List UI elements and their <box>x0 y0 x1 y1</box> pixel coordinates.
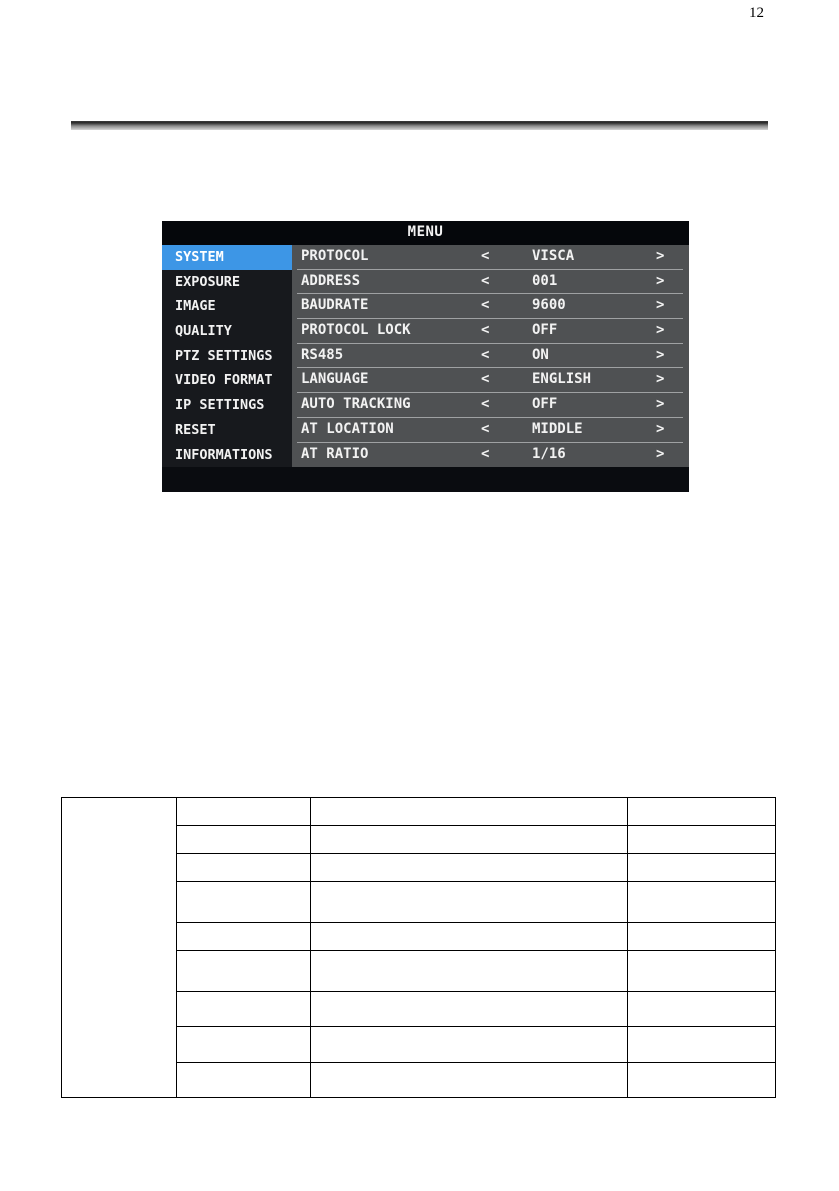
setting-row-rs485[interactable] <box>292 344 689 369</box>
setting-value: 1/16 <box>532 445 566 462</box>
increase-arrow[interactable]: > <box>656 396 665 413</box>
setting-label: LANGUAGE <box>301 371 369 388</box>
decrease-arrow[interactable]: < <box>481 248 490 264</box>
table-cell <box>177 826 311 854</box>
setting-label: AT RATIO <box>301 445 369 462</box>
osd-menu-screenshot <box>162 221 689 492</box>
table-cell <box>628 854 776 882</box>
decrease-arrow[interactable]: < <box>481 346 490 363</box>
increase-arrow[interactable]: > <box>656 248 665 264</box>
setting-label: BAUDRATE <box>301 297 369 314</box>
table-row <box>62 798 776 826</box>
increase-arrow[interactable]: > <box>656 272 665 289</box>
decrease-arrow[interactable]: < <box>481 396 490 413</box>
osd-category-video-format[interactable]: VIDEO FORMAT <box>175 372 273 389</box>
setting-label: AT LOCATION <box>301 420 394 437</box>
table-cell <box>628 992 776 1027</box>
osd-category-ptz-settings[interactable]: PTZ SETTINGS <box>175 347 273 364</box>
osd-menu-title: MENU <box>407 224 444 240</box>
setting-value: ON <box>532 346 549 363</box>
increase-arrow[interactable]: > <box>656 346 665 363</box>
table-cell <box>177 992 311 1027</box>
setting-row-at-ratio[interactable] <box>292 443 689 468</box>
increase-arrow[interactable]: > <box>656 445 665 462</box>
increase-arrow[interactable]: > <box>656 420 665 437</box>
table-cell <box>177 1027 311 1063</box>
table-cell <box>177 882 311 923</box>
table-cell <box>177 951 311 992</box>
osd-category-list <box>162 245 292 467</box>
decrease-arrow[interactable]: < <box>481 322 490 339</box>
setting-row-protocol-lock[interactable] <box>292 319 689 344</box>
setting-value: OFF <box>532 396 558 413</box>
setting-label: AUTO TRACKING <box>301 396 411 413</box>
setting-value: 9600 <box>532 297 566 314</box>
table-cell <box>311 1027 628 1063</box>
osd-category-system[interactable]: SYSTEM <box>162 245 292 270</box>
decrease-arrow[interactable]: < <box>481 371 490 388</box>
setting-label: PROTOCOL LOCK <box>301 322 411 339</box>
header-rule <box>71 121 768 130</box>
setting-row-baudrate[interactable] <box>292 294 689 319</box>
setting-value: OFF <box>532 322 558 339</box>
increase-arrow[interactable]: > <box>656 297 665 314</box>
table-cell <box>311 798 628 826</box>
table-cell <box>177 923 311 951</box>
setting-row-protocol[interactable] <box>292 245 689 270</box>
table-cell <box>177 1063 311 1098</box>
table-cell <box>311 992 628 1027</box>
setting-value: MIDDLE <box>532 420 583 437</box>
increase-arrow[interactable]: > <box>656 371 665 388</box>
page-number: 12 <box>749 5 764 21</box>
table-cell <box>628 882 776 923</box>
table-cell <box>628 826 776 854</box>
table-cell <box>311 854 628 882</box>
table-cell <box>628 951 776 992</box>
table-cell <box>177 798 311 826</box>
table-cell <box>311 882 628 923</box>
osd-category-image[interactable]: IMAGE <box>175 298 216 315</box>
table-cell <box>628 1063 776 1098</box>
increase-arrow[interactable]: > <box>656 322 665 339</box>
osd-category-ip-settings[interactable]: IP SETTINGS <box>175 397 265 414</box>
setting-row-at-location[interactable] <box>292 418 689 443</box>
osd-category-quality[interactable]: QUALITY <box>175 323 232 340</box>
osd-bottom-strip <box>162 467 689 492</box>
table-cell <box>311 923 628 951</box>
table-cell <box>628 798 776 826</box>
decrease-arrow[interactable]: < <box>481 420 490 437</box>
setting-label: PROTOCOL <box>301 248 369 264</box>
osd-category-exposure[interactable]: EXPOSURE <box>175 273 241 290</box>
setting-row-auto-tracking[interactable] <box>292 393 689 418</box>
osd-category-reset[interactable]: RESET <box>175 421 216 438</box>
table-cell <box>177 854 311 882</box>
setting-value: 001 <box>532 272 558 289</box>
setting-row-address[interactable] <box>292 270 689 295</box>
table-cell <box>62 798 177 1098</box>
osd-settings-panel <box>292 245 689 467</box>
settings-description-table <box>61 797 776 1098</box>
table-cell <box>311 826 628 854</box>
decrease-arrow[interactable]: < <box>481 297 490 314</box>
osd-category-informations[interactable]: INFORMATIONS <box>175 446 273 463</box>
table-cell <box>311 951 628 992</box>
setting-value: ENGLISH <box>532 371 592 388</box>
setting-label: ADDRESS <box>301 272 361 289</box>
table-cell <box>628 923 776 951</box>
decrease-arrow[interactable]: < <box>481 445 490 462</box>
setting-label: RS485 <box>301 346 344 363</box>
table-cell <box>311 1063 628 1098</box>
setting-value: VISCA <box>532 248 575 264</box>
decrease-arrow[interactable]: < <box>481 272 490 289</box>
table-cell <box>628 1027 776 1063</box>
setting-row-language[interactable] <box>292 368 689 393</box>
